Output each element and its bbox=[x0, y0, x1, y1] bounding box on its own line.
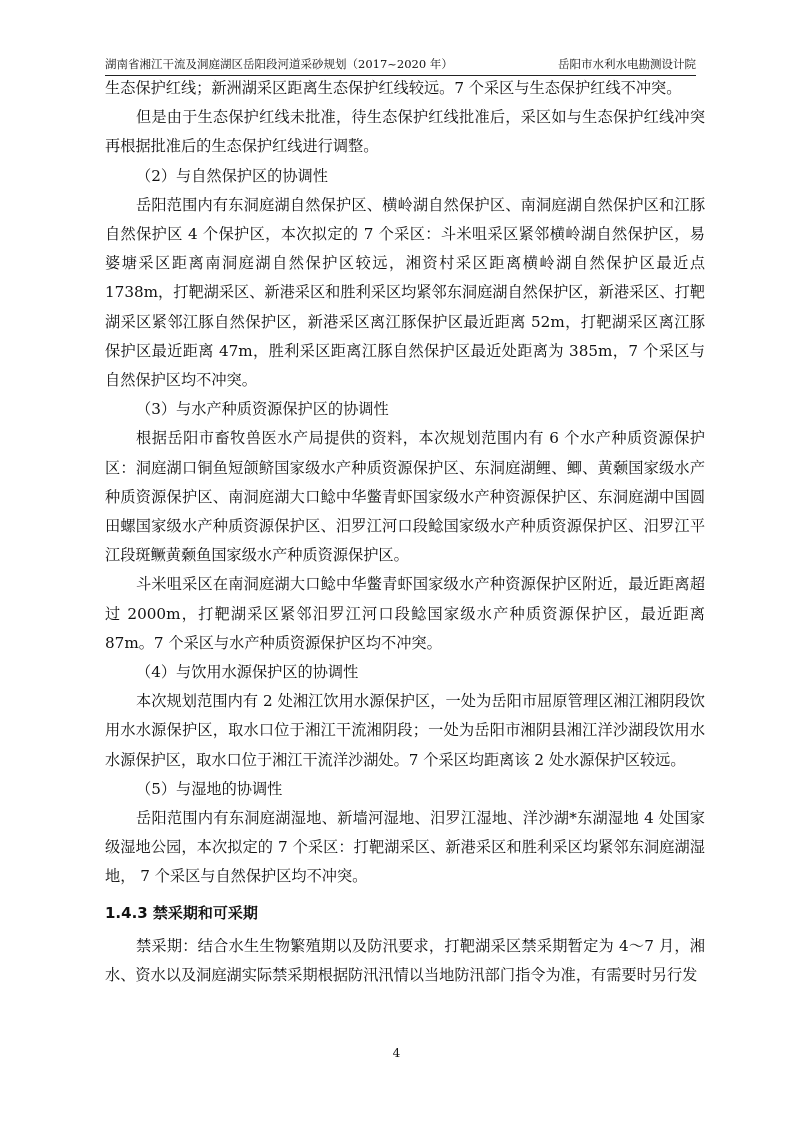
body-paragraph: 斗米咀采区在南洞庭湖大口鲶中华鳖青虾国家级水产种资源保护区附近，最近距离超过 2000m，打靶湖采区紧邻汨罗江河口段鲶国家级水产种质资源保护区，最近距离 87m。7 个采区与水产种质资源保护区均不冲突。 bbox=[105, 575, 705, 652]
header-organization: 岳阳市水利水电勘测设计院 bbox=[558, 57, 696, 71]
body-paragraph: 禁采期：结合水生生物繁殖期以及防汛要求，打靶湖采区禁采期暂定为 4～7 月，湘水、资水以及洞庭湖实际禁采期根据防汛汛情以当地防汛部门指令为准，有需要时另行发 bbox=[105, 936, 705, 984]
subsection-heading: （4）与饮用水源保护区的协调性 bbox=[136, 663, 359, 682]
section-heading: 1.4.3 禁采期和可采期 bbox=[105, 903, 258, 922]
body-paragraph: 但是由于生态保护红线未批准，待生态保护红线批准后，采区如与生态保护红线冲突再根据批准后的生态保护红线进行调整。 bbox=[105, 108, 705, 156]
document-body bbox=[105, 74, 705, 990]
body-paragraph: 岳阳范围内有东洞庭湖湿地、新墙河湿地、汨罗江湿地、洋沙湖*东湖湿地 4 处国家级湿地公园，本次拟定的 7 个采区：打靶湖采区、新港采区和胜利采区均紧邻东洞庭湖湿地， 7 个采区与自然保护区均不冲突。 bbox=[105, 809, 705, 886]
subsection-heading: （3）与水产种质资源保护区的协调性 bbox=[136, 400, 389, 419]
body-paragraph: 生态保护红线；新洲湖采区距离生态保护红线较远。7 个采区与生态保护红线不冲突。 bbox=[105, 79, 682, 97]
body-paragraph: 岳阳范围内有东洞庭湖自然保护区、横岭湖自然保护区、南洞庭湖自然保护区和江豚自然保护区 4 个保护区，本次拟定的 7 个采区：斗米咀采区紧邻横岭湖自然保护区，易婆塘采区距离南洞庭湖自然保护区较远，湘资村采区距离横岭湖自然保护区最近点 1738m，打靶湖采区、新港采区和胜利采区均紧邻东洞庭湖自然保护区，新港采区、打靶湖采区紧邻江豚自然保护区，新港采区离江豚保护区最近距离 52m，打靶湖采区离江豚保护区最近距离 47m，胜利采区距离江豚自然保护区最近处距离为 385m，7 个采区与自然保护区均不冲突。 bbox=[105, 195, 705, 390]
body-paragraph: 根据岳阳市畜牧兽医水产局提供的资料，本次规划范围内有 6 个水产种质资源保护区：洞庭湖口铜鱼短颌鲚国家级水产种质资源保护区、东洞庭湖鲤、鲫、黄颡国家级水产种质资源保护区、南洞庭湖大口鲶中华鳖青虾国家级水产种资源保护区、东洞庭湖中国圆田螺国家级水产种质资源保护区、汨罗江河口段鲶国家级水产种质资源保护区、汨罗江平江段斑鳜黄颡鱼国家级水产种质资源保护区。 bbox=[105, 429, 705, 565]
page-number: 4 bbox=[392, 1046, 401, 1060]
page-header bbox=[105, 50, 696, 76]
subsection-heading: （5）与湿地的协调性 bbox=[136, 779, 283, 798]
header-document-title: 湖南省湘江干流及洞庭湖区岳阳段河道采砂规划（2017~2020 年） bbox=[105, 57, 453, 71]
subsection-heading: （2）与自然保护区的协调性 bbox=[136, 166, 328, 185]
body-paragraph: 本次规划范围内有 2 处湘江饮用水源保护区，一处为岳阳市屈原管理区湘江湘阴段饮用水水源保护区，取水口位于湘江干流湘阴段；一处为岳阳市湘阴县湘江洋沙湖段饮用水水源保护区，取水口位于湘江干流洋沙湖处。7 个采区均距离该 2 处水源保护区较远。 bbox=[105, 692, 705, 769]
